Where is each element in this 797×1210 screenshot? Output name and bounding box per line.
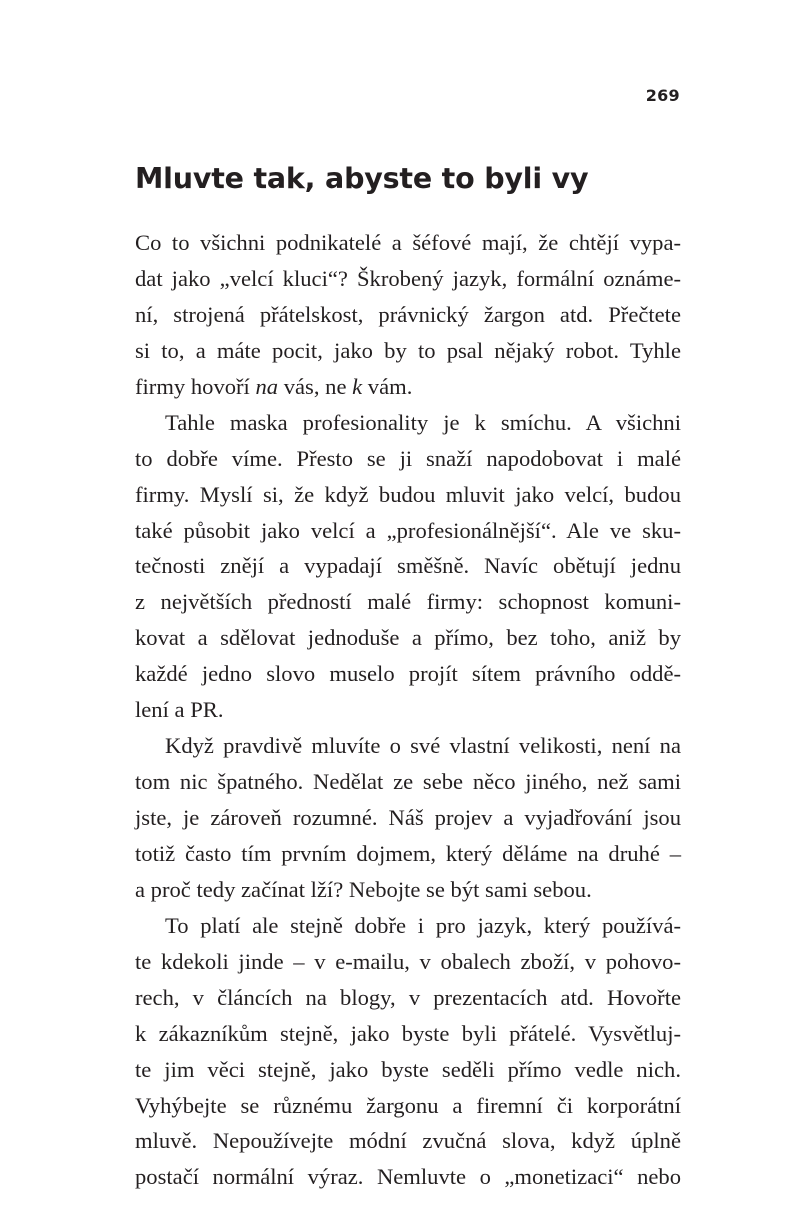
text-line: lení a PR. [135, 697, 224, 723]
text-line: postačí normální výraz. Nemluvte o „monetizaci“ nebo [135, 1164, 681, 1190]
text-line: každé jedno slovo muselo projít sítem právního oddě- [135, 661, 681, 687]
text-line: te jim věci stejně, jako byste seděli přímo vedle nich. [135, 1056, 681, 1082]
chapter-title: Mluvte tak, abyste to byli vy [135, 162, 589, 195]
paragraph-4 [135, 908, 681, 1196]
paragraph-2 [135, 405, 681, 728]
text-line: a proč tedy začínat lží? Nebojte se být sami sebou. [135, 876, 592, 902]
text-line: k zákazníkům stejně, jako byste byli přátelé. Vysvětluj- [135, 1020, 681, 1046]
text-line: z největších předností malé firmy: schopnost komuni- [135, 589, 681, 615]
text-line: kovat a sdělovat jednoduše a přímo, bez toho, aniž by [135, 625, 681, 651]
text-line: Tahle maska profesionality je k smíchu. A všichni [165, 409, 681, 435]
text-line: dat jako „velcí kluci“? Škrobený jazyk, formální oznáme- [135, 265, 681, 291]
text-line: Když pravdivě mluvíte o své vlastní velikosti, není na [165, 733, 681, 759]
text-line: totiž často tím prvním dojmem, který děláme na druhé – [135, 840, 681, 866]
body-text [135, 225, 681, 1195]
paragraph-3 [135, 728, 681, 908]
text-line: tečnosti znějí a vypadají směšně. Navíc obětují jednu [135, 553, 681, 579]
text-line: To platí ale stejně dobře i pro jazyk, který používá- [165, 912, 681, 938]
text-line: jste, je zároveň rozumné. Náš projev a vyjadřování jsou [135, 805, 681, 830]
paragraph-1 [135, 225, 681, 405]
text-line: tom nic špatného. Nedělat ze sebe něco jiného, než sami [135, 769, 681, 795]
text-line: to dobře víme. Přesto se ji snaží napodobovat i malé [135, 445, 681, 471]
text-line: si to, a máte pocit, jako by to psal nějaký robot. Tyhle [135, 337, 681, 363]
text-segment: vám. [362, 373, 413, 399]
emphasis-text: na [255, 373, 279, 399]
text-line: Co to všichni podnikatelé a šéfové mají, že chtějí vypa- [135, 230, 681, 255]
text-segment: firmy hovoří [135, 373, 256, 399]
text-line [135, 369, 681, 405]
text-line: firmy. Myslí si, že když budou mluvit jako velcí, budou [135, 481, 681, 507]
text-segment: vás, ne [278, 373, 353, 399]
text-line: rech, v článcích na blogy, v prezentacích atd. Hovořte [135, 984, 681, 1010]
emphasis-text: k [352, 373, 363, 399]
page-number: 269 [645, 86, 680, 105]
text-line: Vyhýbejte se různému žargonu a firemní či korporátní [135, 1092, 681, 1118]
text-line: také působit jako velcí a „profesionálnější“. Ale ve sku- [135, 517, 681, 543]
text-line: te kdekoli jinde – v e-mailu, v obalech zboží, v pohovo- [135, 948, 681, 974]
text-line: ní, strojená přátelskost, právnický žargon atd. Přečtete [135, 301, 681, 327]
text-line: mluvě. Nepoužívejte módní zvučná slova, když úplně [135, 1128, 681, 1154]
